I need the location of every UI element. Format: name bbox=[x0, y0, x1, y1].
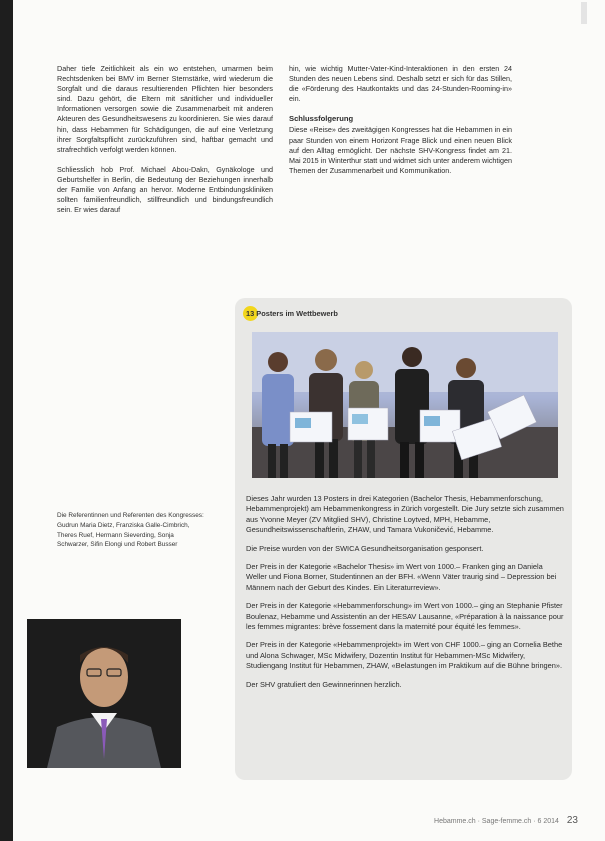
award-winners-illustration bbox=[252, 332, 558, 478]
posters-paragraph-4: Der Preis in der Kategorie «Hebammenforschung» im Wert von 1000.– ging an Stephanie Pfister Boulenaz, Hebamme und Assistentin an der HESAV Lausanne, «Préparation à la naissance pour les femmes migrantes: brève fossement dans la maternité pour équité les femmes». bbox=[246, 601, 564, 632]
speaker-portrait-illustration bbox=[27, 619, 181, 768]
page-footer bbox=[434, 815, 578, 826]
posters-box-title: 13 Posters im Wettbewerb bbox=[246, 309, 338, 318]
left-paragraph-1: Daher tiefe Zeitlichkeit als ein wo entstehen, umarmen beim Rechtsdenken bei BMV im Berner Sternstärke, wird wiederum die Sorgfalt und die daraus resultierenden Pflichten hier besonders sind. Dazu gehört, die Eltern mit sänitlicher und individueller Informationen versorgen sowie die Zusammenarbeit mit anderen Akteuren des Gesundheitswesens zu koordinieren. Sie wies darauf hin, dass Hebammen für Schädigungen, die auf eine Verletzung ihrer Sorgfaltspflicht zurückzuführen sind, haftbar gemacht und strafrechtlich verfolgt werden können. bbox=[57, 64, 273, 154]
posters-paragraph-1: Dieses Jahr wurden 13 Posters in drei Kategorien (Bachelor Thesis, Hebammenforschung, Hebammenprojekt) am Hebammenkongress in Zürich vorgestellt. Die Jury setzte sich zusammen aus Yvonne Meyer (ZV Mitglied SHV), Christine Loytved, MPH, Hebamme, Gesundheitswissenschaftlerin, ZHAW, und Tamara Vukoničević, Hebamme. bbox=[246, 494, 564, 535]
posters-paragraph-6: Der SHV gratuliert den Gewinnerinnen herzlich. bbox=[246, 679, 402, 689]
article-right-column bbox=[289, 64, 512, 186]
photo-caption: Die Referentinnen und Referenten des Kongresses: Gudrun Maria Dietz, Franziska Galle-Cimbrich, Theres Ruef, Hermann Sieverding, Sonja Schwarzer, Sifin Elongi und Robert Busser bbox=[57, 512, 204, 549]
page-edge-bar bbox=[0, 0, 13, 841]
left-paragraph-2: Schliesslich hob Prof. Michael Abou-Dakn, Gynäkologe und Geburtshelfer in Berlin, die Bedeutung der Beziehungen innerhalb der Familie von Anfang an hervor. Moderne Entbindungskliniken sollten familienfreundlich, stillfreundlich und bindungsfreundlich sein. Er wies darauf bbox=[57, 164, 273, 215]
posters-paragraph-2: Die Preise wurden von der SWICA Gesundheitsorganisation gesponsert. bbox=[246, 543, 484, 553]
page-number: 23 bbox=[566, 815, 578, 826]
award-winners-photo bbox=[252, 332, 558, 478]
posters-paragraph-3: Der Preis in der Kategorie «Bachelor Thesis» im Wert von 1000.– Franken ging an Daniela Weller und Fiona Borner, Studentinnen an der BFH. «Wenn Väter traurig sind – Depression bei Männern nach der Geburt des Kindes. Ein Literaturreview». bbox=[246, 562, 557, 592]
page-corner-mark bbox=[581, 2, 587, 24]
posters-paragraph-5: Der Preis in der Kategorie «Hebammenprojekt» im Wert von CHF 1000.– ging an Cornelia Bethe und Alona Schwager, MSc Midwifery, Dozentin Institut für Hebammen-MSc Midwifery, Studiengang Institut für Hebammen, ZHAW, «Belastungen im Praktikum auf die Bühne bringen». bbox=[246, 640, 563, 671]
right-paragraph-2: Diese «Reise» des zweitägigen Kongresses hat die Hebammen in ein paar Stunden von einem Horizont Frage Blick und einen neuen Blick auf den Alltag ermöglicht. Der nächste SHV-Kongress findet am 21. Mai 2015 in Winterthur statt und widmet sich unter anderem wichtigen Themen der Zusammenarbeit und Kommunikation. bbox=[289, 125, 512, 175]
section-heading: Schlussfolgerung bbox=[289, 114, 354, 124]
posters-box-text bbox=[246, 494, 564, 698]
right-paragraph-1: hin, wie wichtig Mutter-Vater-Kind-Interaktionen in den ersten 24 Stunden des neuen Lebens sind. Deshalb setzt er sich für das Stillen, die «Förderung des Hautkontakts und das 24-Stunden-Rooming-in» ein. bbox=[289, 64, 512, 104]
speaker-portrait-photo bbox=[27, 619, 181, 768]
article-left-column bbox=[57, 64, 273, 225]
footer-journal-text: Hebamme.ch · Sage-femme.ch · 6 2014 bbox=[434, 818, 559, 825]
